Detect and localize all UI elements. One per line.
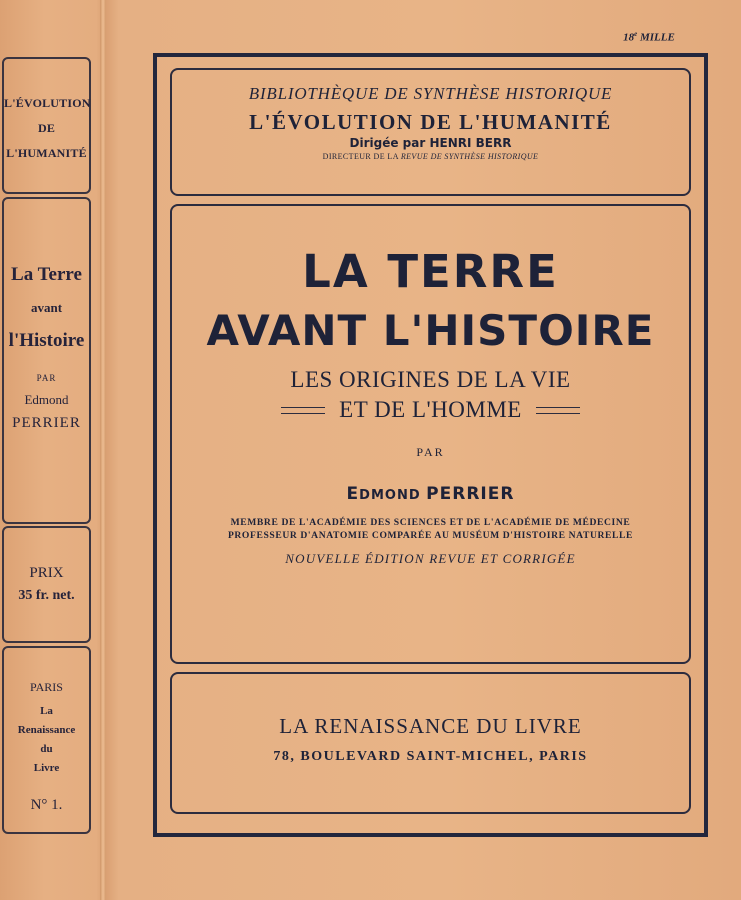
spine-series-line-3: L'HUMANITÉ: [6, 146, 87, 160]
author-credential-1: MEMBRE DE L'ACADÉMIE DES SCIENCES ET DE L'ACADÉMIE DE MÉDECINE: [230, 517, 631, 528]
spine-series-box: [2, 57, 91, 194]
spine-author-first: Edmond: [24, 392, 69, 407]
spine-title-line-1: La Terre: [11, 264, 82, 285]
spine-city: PARIS: [30, 680, 63, 694]
director-title-prefix: DIRECTEUR DE LA: [322, 152, 401, 161]
spine-publisher-line-4: Livre: [33, 762, 60, 774]
spine-title-line-2: avant: [30, 300, 63, 315]
spine-price-value: 35 fr. net.: [18, 588, 75, 603]
print-run-label: [604, 30, 694, 44]
series-name: L'ÉVOLUTION DE L'HUMANITÉ: [249, 110, 612, 134]
director-journal: REVUE DE SYNTHÈSE HISTORIQUE: [400, 152, 539, 161]
edition-note: NOUVELLE ÉDITION REVUE ET CORRIGÉE: [285, 551, 576, 566]
author-credential-2: PROFESSEUR D'ANATOMIE COMPARÉE AU MUSÉUM D'HISTOIRE NATURELLE: [227, 530, 634, 541]
spine-publisher-box: [2, 646, 91, 834]
collection-box: [170, 68, 691, 196]
spine-fold: [100, 0, 106, 900]
print-run-suffix: e: [634, 30, 638, 38]
ornament-rule-right: [536, 407, 580, 414]
spine-author-last: PERRIER: [12, 415, 81, 431]
publisher-box: [170, 672, 691, 814]
spine-price-box: [2, 526, 91, 643]
subtitle-line-2-row: [172, 395, 689, 425]
spine-volume-number: N° 1.: [30, 797, 63, 813]
spine-price-label: PRIX: [29, 565, 64, 581]
spine-publisher-line-3: du: [40, 743, 53, 755]
spine-publisher-line-1: La: [40, 705, 53, 717]
book-title-line-1: LA TERRE: [302, 245, 559, 298]
author-initial: E: [346, 484, 360, 504]
spine-title-line-3: l'Histoire: [8, 330, 85, 351]
subtitle-line-2: ET DE L'HOMME: [339, 397, 522, 422]
by-label: PAR: [416, 445, 445, 459]
collection-name: BIBLIOTHÈQUE DE SYNTHÈSE HISTORIQUE: [248, 84, 613, 103]
publisher-address: 78, BOULEVARD SAINT-MICHEL, PARIS: [273, 749, 588, 764]
print-run-word: MILLE: [637, 31, 675, 44]
author-first-rest: DMOND: [359, 488, 427, 503]
ornament-rule-left: [281, 407, 325, 414]
spine-title-box: [2, 197, 91, 524]
author-last: PERRIER: [426, 484, 515, 504]
print-run-number: 18: [623, 31, 635, 44]
author-name: [172, 484, 689, 504]
spine-series-line-2: DE: [37, 121, 56, 135]
publisher-name: LA RENAISSANCE DU LIVRE: [279, 714, 582, 738]
spine-publisher-line-2: Renaissance: [17, 724, 76, 736]
director-title: [172, 152, 689, 161]
subtitle-line-1: LES ORIGINES DE LA VIE: [290, 367, 571, 392]
spine-par: PAR: [36, 373, 57, 383]
title-box: [170, 204, 691, 664]
book-title-line-2: AVANT L'HISTOIRE: [206, 306, 655, 355]
spine-series-line-1: L'ÉVOLUTION: [4, 96, 91, 110]
series-director: Dirigée par HENRI BERR: [349, 136, 512, 150]
